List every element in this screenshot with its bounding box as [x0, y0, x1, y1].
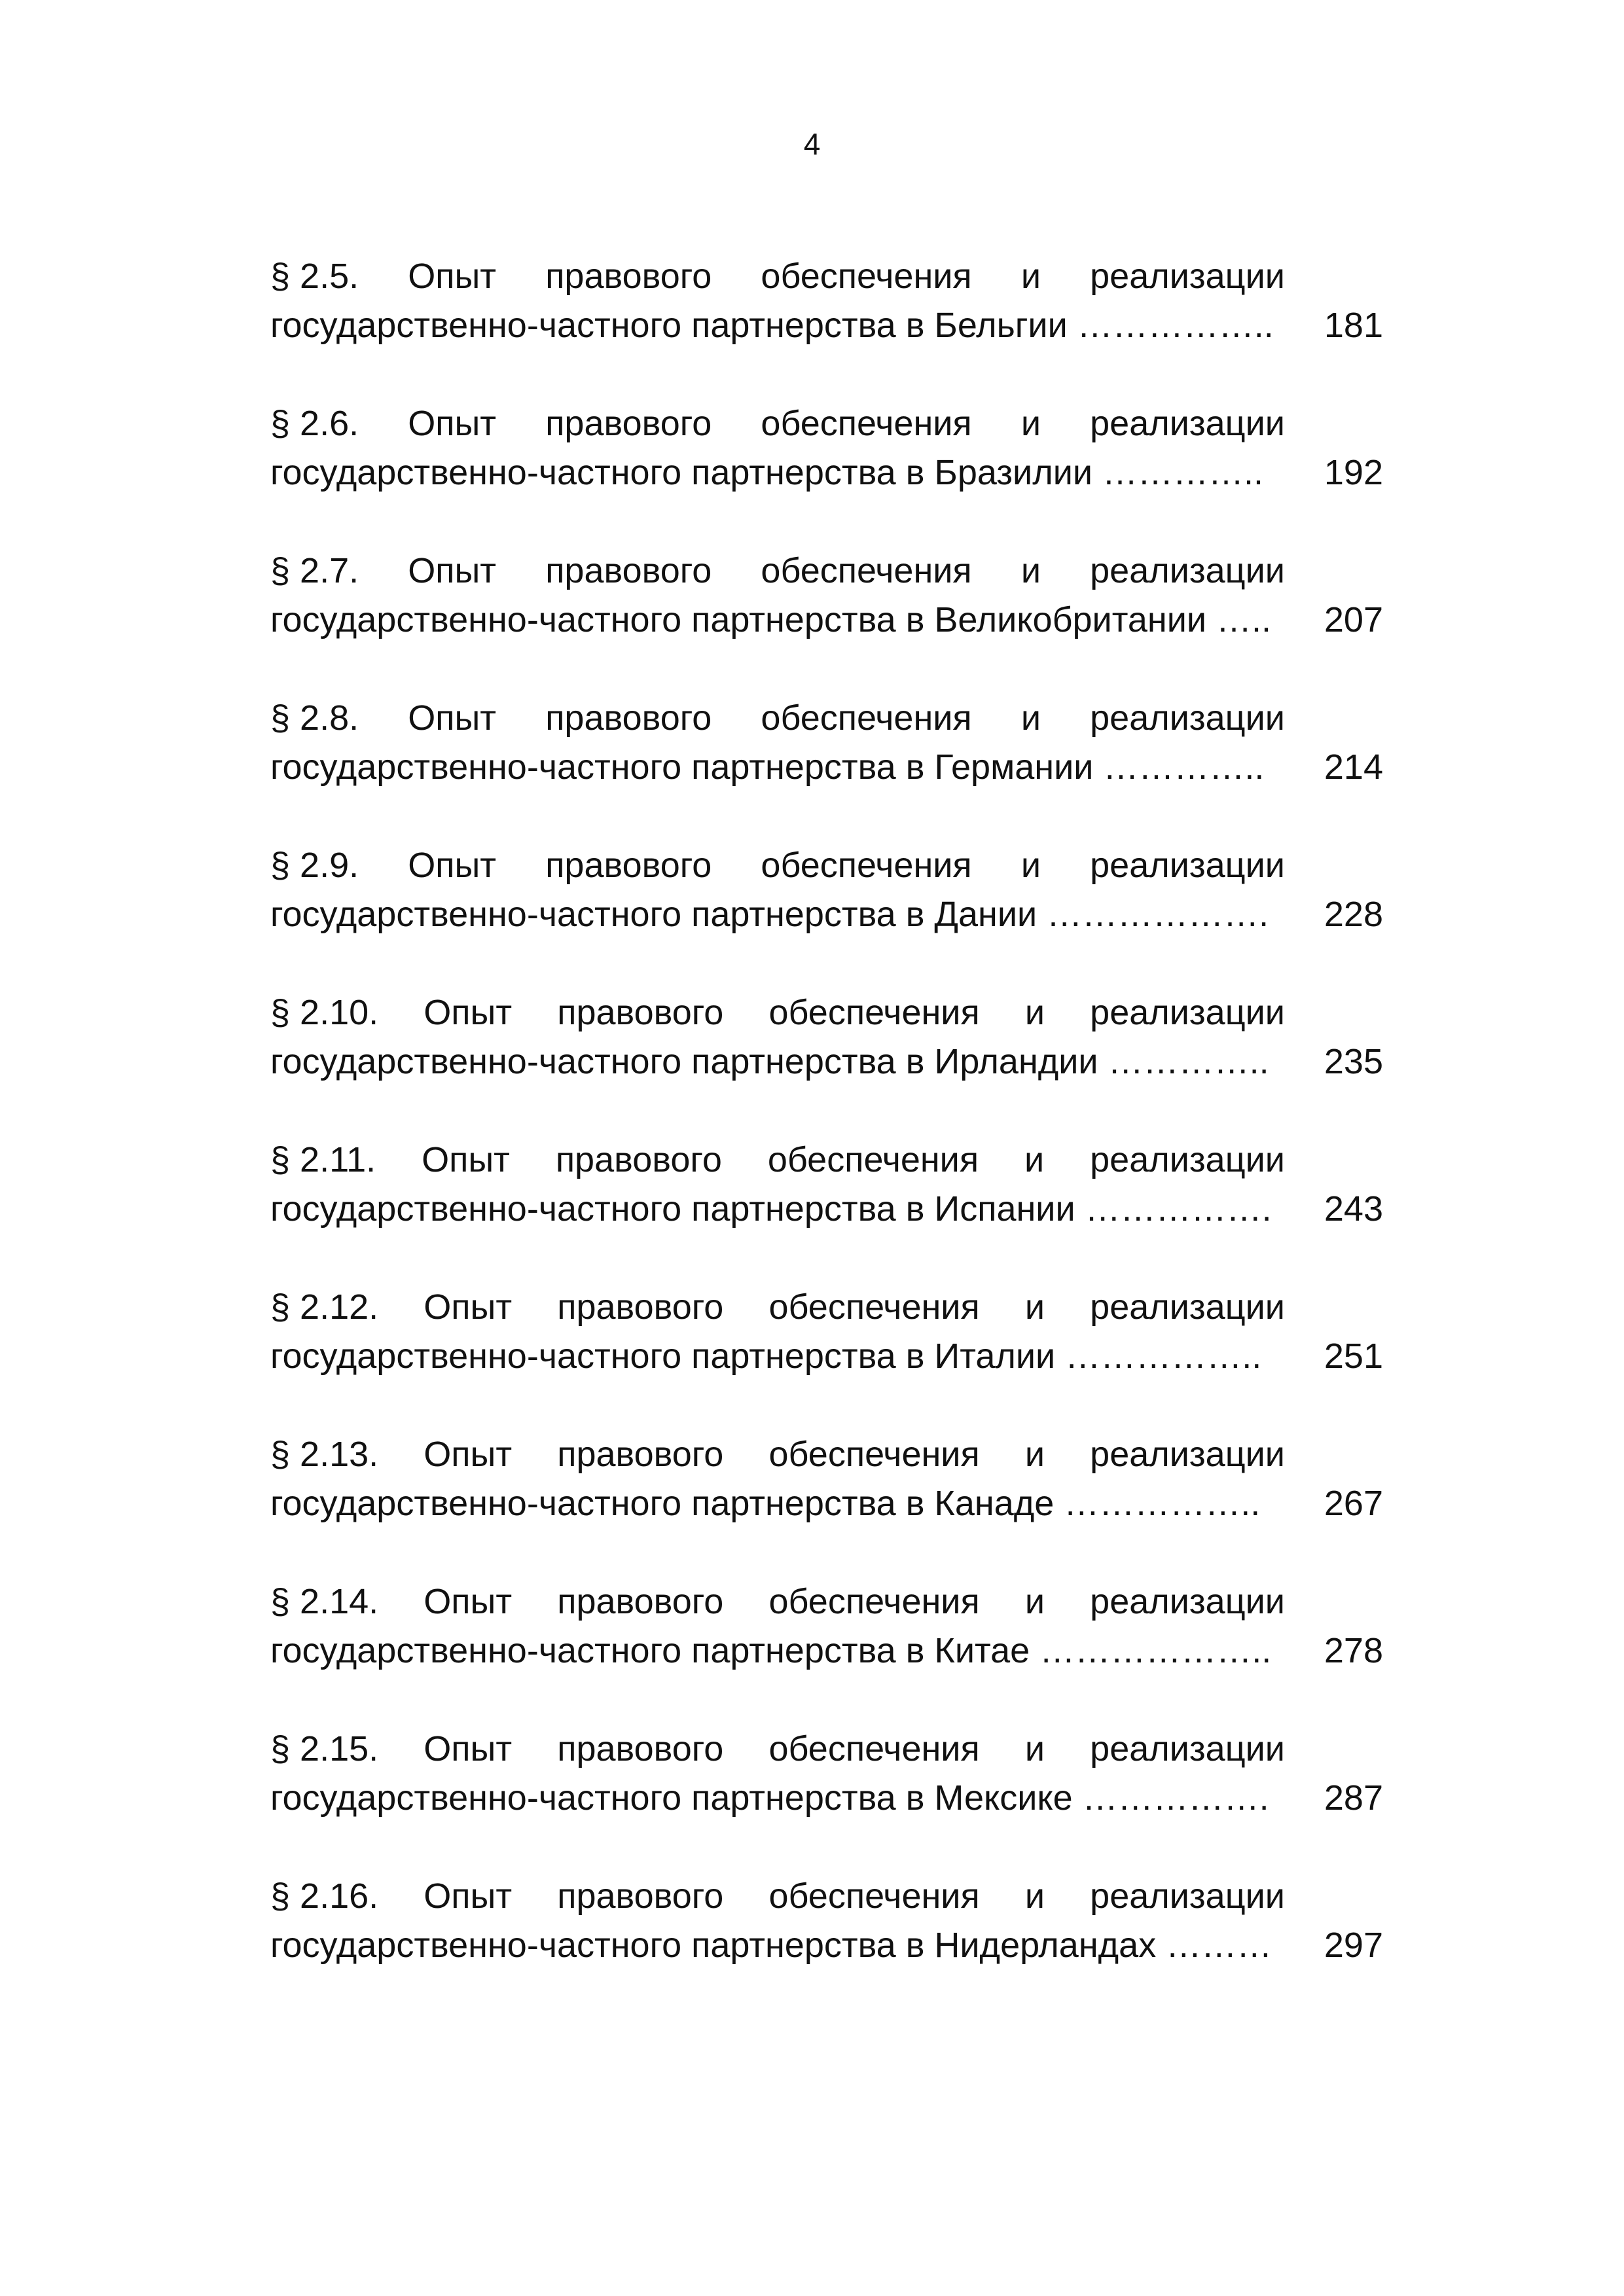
toc-entry-title-line: государственно-частного партнерства в Бельгии ……………..: [270, 306, 1274, 345]
heading-word: реализации: [1090, 1729, 1285, 1768]
toc-entry-heading-line: [270, 1577, 1285, 1626]
toc-page-number: 267: [1324, 1484, 1383, 1523]
heading-word: и: [1024, 1876, 1045, 1916]
toc-entry-heading-line: [270, 252, 1285, 301]
heading-word: реализации: [1090, 257, 1285, 296]
toc-page-number: 228: [1324, 895, 1383, 934]
toc-page-number: 207: [1324, 600, 1383, 639]
heading-word: Опыт: [408, 698, 497, 738]
heading-word: и: [1020, 404, 1041, 443]
heading-word: и: [1024, 1729, 1045, 1768]
toc-entry-heading-line: [270, 694, 1285, 743]
toc-entry-heading-line: [270, 399, 1285, 448]
toc-entry[interactable]: [270, 547, 1383, 694]
heading-word: обеспечения: [761, 551, 972, 590]
toc-entry-title-line: государственно-частного партнерства в Ирландии …………..: [270, 1042, 1269, 1081]
heading-word: Опыт: [422, 1140, 510, 1179]
heading-word: и: [1024, 1140, 1045, 1179]
toc-entry[interactable]: [270, 1872, 1383, 2019]
section-number: § 2.15.: [270, 1729, 379, 1768]
toc-page-number: 181: [1324, 306, 1383, 345]
section-number: § 2.16.: [270, 1876, 379, 1916]
toc-entry-heading-line: [270, 841, 1285, 890]
heading-word: правового: [545, 846, 712, 885]
toc-entry-heading-line: [270, 547, 1285, 596]
toc-entry-title-line: государственно-частного партнерства в Канаде ……………..: [270, 1484, 1261, 1523]
heading-word: Опыт: [424, 1876, 513, 1916]
toc-entry-heading-line: [270, 1136, 1285, 1185]
heading-word: правового: [555, 1140, 722, 1179]
heading-word: правового: [557, 1729, 724, 1768]
toc-entry[interactable]: [270, 841, 1383, 988]
heading-word: правового: [557, 993, 724, 1032]
heading-word: Опыт: [408, 404, 497, 443]
heading-word: Опыт: [408, 551, 497, 590]
toc-entry[interactable]: [270, 1136, 1383, 1283]
heading-word: обеспечения: [768, 1435, 980, 1474]
toc-entry-title-line: государственно-частного партнерства в Нидерландах ………: [270, 1926, 1272, 1965]
toc-entry-title-line: государственно-частного партнерства в Дании ……………….: [270, 895, 1269, 934]
toc-entry[interactable]: [270, 252, 1383, 399]
heading-word: Опыт: [408, 846, 497, 885]
toc-entry-heading-line: [270, 1725, 1285, 1774]
toc-entry-title-line: государственно-частного партнерства в Германии …………..: [270, 747, 1265, 787]
toc-entry[interactable]: [270, 1283, 1383, 1430]
heading-word: правового: [545, 257, 712, 296]
heading-word: реализации: [1090, 846, 1285, 885]
heading-word: и: [1020, 698, 1041, 738]
heading-word: правового: [557, 1435, 724, 1474]
heading-word: реализации: [1090, 1140, 1285, 1179]
heading-word: Опыт: [424, 1435, 513, 1474]
heading-word: обеспечения: [768, 993, 980, 1032]
toc-page-number: 297: [1324, 1926, 1383, 1965]
toc-page-number: 251: [1324, 1336, 1383, 1376]
heading-word: и: [1024, 1582, 1045, 1621]
section-number: § 2.5.: [270, 257, 359, 296]
toc-entry[interactable]: [270, 1430, 1383, 1577]
toc-entry-title-line: государственно-частного партнерства в Великобритании …..: [270, 600, 1272, 639]
heading-word: обеспечения: [768, 1582, 980, 1621]
toc-entry-heading-line: [270, 1430, 1285, 1479]
heading-word: Опыт: [424, 1582, 513, 1621]
toc-entry-title-line: государственно-частного партнерства в Италии ……………..: [270, 1336, 1262, 1376]
toc-page-number: 243: [1324, 1189, 1383, 1229]
section-number: § 2.12.: [270, 1287, 379, 1327]
toc-entry-title-line: государственно-частного партнерства в Китае ………………..: [270, 1631, 1272, 1670]
toc-page-number: 278: [1324, 1631, 1383, 1670]
heading-word: Опыт: [424, 993, 513, 1032]
heading-word: реализации: [1090, 1287, 1285, 1327]
heading-word: реализации: [1090, 1435, 1285, 1474]
heading-word: обеспечения: [768, 1729, 980, 1768]
toc-entry-title-line: государственно-частного партнерства в Испании …………….: [270, 1189, 1272, 1229]
toc-entry-heading-line: [270, 1872, 1285, 1921]
toc-entry[interactable]: [270, 399, 1383, 547]
heading-word: обеспечения: [768, 1287, 980, 1327]
heading-word: реализации: [1090, 1582, 1285, 1621]
heading-word: правового: [545, 404, 712, 443]
toc-entry[interactable]: [270, 1577, 1383, 1725]
heading-word: обеспечения: [768, 1876, 980, 1916]
toc-entry-title-line: государственно-частного партнерства в Мексике …………….: [270, 1778, 1269, 1818]
heading-word: обеспечения: [761, 257, 972, 296]
heading-word: обеспечения: [767, 1140, 979, 1179]
toc-page-number: 287: [1324, 1778, 1383, 1818]
section-number: § 2.7.: [270, 551, 359, 590]
heading-word: обеспечения: [761, 846, 972, 885]
toc-page-number: 192: [1324, 453, 1383, 492]
heading-word: правового: [545, 551, 712, 590]
heading-word: реализации: [1090, 1876, 1285, 1916]
heading-word: Опыт: [408, 257, 497, 296]
heading-word: обеспечения: [761, 404, 972, 443]
heading-word: реализации: [1090, 993, 1285, 1032]
section-number: § 2.8.: [270, 698, 359, 738]
section-number: § 2.6.: [270, 404, 359, 443]
section-number: § 2.10.: [270, 993, 379, 1032]
heading-word: и: [1024, 993, 1045, 1032]
heading-word: обеспечения: [761, 698, 972, 738]
heading-word: и: [1020, 846, 1041, 885]
heading-word: и: [1020, 551, 1041, 590]
toc-page-number: 235: [1324, 1042, 1383, 1081]
toc-entry-heading-line: [270, 988, 1285, 1037]
table-of-contents: [270, 252, 1383, 2019]
section-number: § 2.13.: [270, 1435, 379, 1474]
heading-word: правового: [557, 1582, 724, 1621]
heading-word: и: [1024, 1435, 1045, 1474]
toc-entry[interactable]: [270, 1725, 1383, 1872]
heading-word: реализации: [1090, 404, 1285, 443]
toc-page-number: 214: [1324, 747, 1383, 787]
toc-entry[interactable]: [270, 988, 1383, 1136]
heading-word: и: [1024, 1287, 1045, 1327]
heading-word: и: [1020, 257, 1041, 296]
toc-entry[interactable]: [270, 694, 1383, 841]
section-number: § 2.11.: [270, 1140, 376, 1179]
heading-word: правового: [557, 1287, 724, 1327]
heading-word: реализации: [1090, 551, 1285, 590]
toc-entry-title-line: государственно-частного партнерства в Бразилии …………..: [270, 453, 1264, 492]
page-number: 4: [803, 127, 821, 161]
section-number: § 2.14.: [270, 1582, 379, 1621]
heading-word: правового: [557, 1876, 724, 1916]
heading-word: реализации: [1090, 698, 1285, 738]
heading-word: Опыт: [424, 1729, 513, 1768]
section-number: § 2.9.: [270, 846, 359, 885]
heading-word: правового: [545, 698, 712, 738]
heading-word: Опыт: [424, 1287, 513, 1327]
toc-entry-heading-line: [270, 1283, 1285, 1332]
